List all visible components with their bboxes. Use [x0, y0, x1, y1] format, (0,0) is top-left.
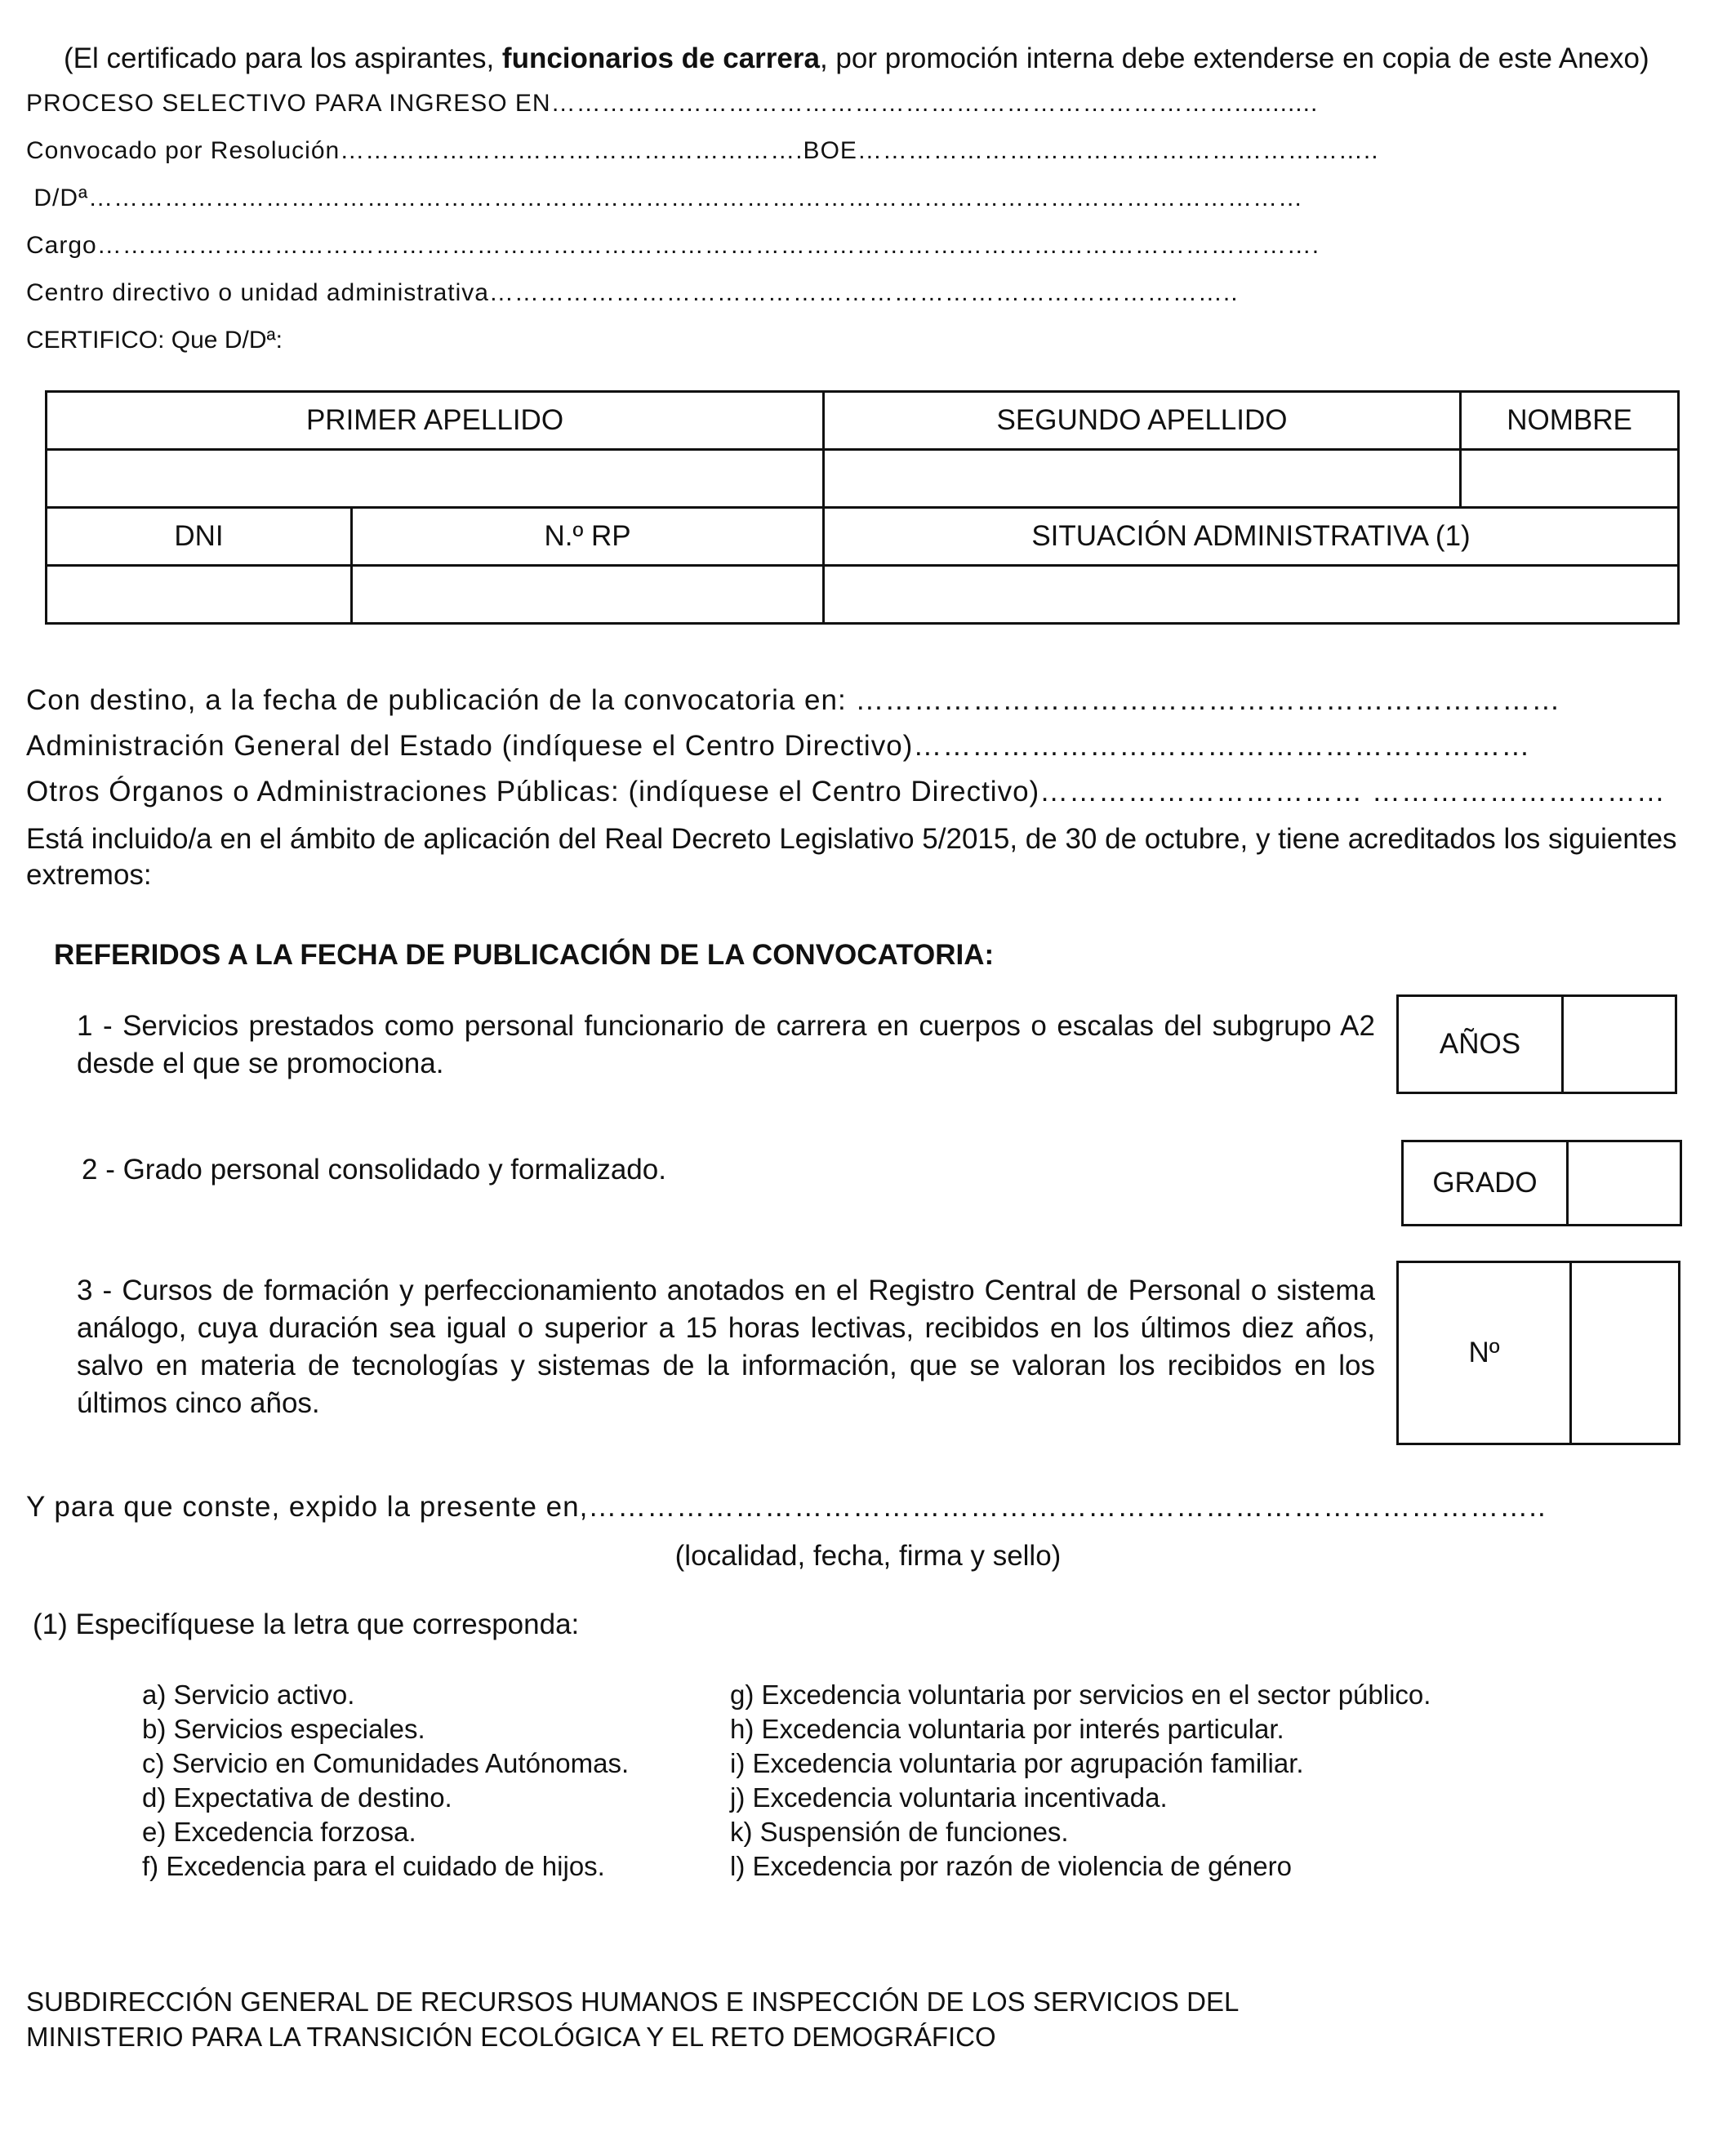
- numero-label: Nº: [1399, 1263, 1572, 1443]
- age-line: Administración General del Estado (indíquese el Centro Directivo)………………………………………………………: [26, 730, 1531, 762]
- numero-value-field[interactable]: [1572, 1263, 1678, 1443]
- header-segundo-apellido: SEGUNDO APELLIDO: [824, 392, 1461, 450]
- con-destino-line: Con destino, a la fecha de publicación de la convocatoria en: ………………………………………………………………: [26, 684, 1561, 716]
- header-nrp: N.º RP: [352, 508, 824, 566]
- header-primer-apellido: PRIMER APELLIDO: [47, 392, 824, 450]
- legend-item: f) Excedencia para el cuidado de hijos.: [142, 1851, 605, 1881]
- intro-bold: funcionarios de carrera: [501, 42, 820, 74]
- dd-line: D/Dª………………………………………………………………………………………………………………………………: [26, 185, 1304, 211]
- header-dni: DNI: [47, 508, 352, 566]
- field-segundo-apellido[interactable]: [824, 450, 1461, 508]
- legend-item: k) Suspensión de funciones.: [730, 1817, 1069, 1847]
- footer-issuer: [26, 1984, 1239, 2054]
- otros-organos-line: Otros Órganos o Administraciones Públicas: (indíquese el Centro Directivo)…………………………… …………………………: [26, 776, 1666, 808]
- proceso-selectivo-line: PROCESO SELECTIVO PARA INGRESO EN………………………………………………………………………...........: [26, 90, 1319, 117]
- certifico-line: CERTIFICO: Que D/Dª:: [26, 327, 283, 354]
- centro-directivo-line: Centro directivo o unidad administrativa……………………………………………………………………………..: [26, 279, 1239, 306]
- intro-note: (El certificado para los aspirantes, funcionarios de carrera, por promoción interna debe extenderse en copia de este Anexo): [64, 42, 1649, 74]
- grado-value-field[interactable]: [1569, 1142, 1680, 1224]
- field-nombre[interactable]: [1461, 450, 1679, 508]
- grado-label: GRADO: [1404, 1142, 1569, 1224]
- item-cursos-formacion: 3 - Cursos de formación y perfeccionamiento anotados en el Registro Central de Personal o sistema análogo, cuya duración sea igual o superior a 15 horas lectivas, recibidos en los últimos diez años, salvo en materia de tecnologías y sistemas de la información, que se valoran los recibidos en los últimos cinco años.: [77, 1275, 1375, 1419]
- legend-item: c) Servicio en Comunidades Autónomas.: [142, 1748, 630, 1778]
- grado-box: [1401, 1140, 1682, 1226]
- footer-line: SUBDIRECCIÓN GENERAL DE RECURSOS HUMANOS E INSPECCIÓN DE LOS SERVICIOS DEL: [26, 1987, 1240, 2017]
- anos-label: AÑOS: [1399, 997, 1564, 1092]
- personal-data-table: [45, 390, 1680, 625]
- footer-line: MINISTERIO PARA LA TRANSICIÓN ECOLÓGICA Y EL RETO DEMOGRÁFICO: [26, 2022, 996, 2052]
- anos-box: [1396, 994, 1677, 1094]
- legend-item: d) Expectativa de destino.: [142, 1782, 452, 1813]
- incluido-paragraph: Está incluido/a en el ámbito de aplicación del Real Decreto Legislativo 5/2015, de 30 de octubre, y tiene acreditados los siguientes extremos:: [26, 823, 1677, 891]
- legend-item: h) Excedencia voluntaria por interés particular.: [730, 1714, 1284, 1744]
- legend-item: g) Excedencia voluntaria por servicios en el sector público.: [730, 1680, 1431, 1710]
- legend-left-column: [142, 1678, 629, 1884]
- anos-value-field[interactable]: [1564, 997, 1675, 1092]
- legend-item: a) Servicio activo.: [142, 1680, 355, 1710]
- conste-line: Y para que conste, expido la presente en,……………………………………………………………………………………..: [26, 1491, 1547, 1523]
- numero-box: [1396, 1261, 1680, 1445]
- header-nombre: NOMBRE: [1461, 392, 1679, 450]
- field-primer-apellido[interactable]: [47, 450, 824, 508]
- legend-item: j) Excedencia voluntaria incentivada.: [730, 1782, 1168, 1813]
- convocado-line: Convocado por Resolución……………………………………………….BOE……………………………………………………..: [26, 137, 1379, 164]
- item-grado-personal: 2 - Grado personal consolidado y formalizado.: [82, 1154, 666, 1186]
- legend-item: b) Servicios especiales.: [142, 1714, 425, 1744]
- section-heading: REFERIDOS A LA FECHA DE PUBLICACIÓN DE LA CONVOCATORIA:: [54, 939, 995, 971]
- item-servicios-prestados: 1 - Servicios prestados como personal funcionario de carrera en cuerpos o escalas del subgrupo A2 desde el que se promociona.: [77, 1010, 1375, 1079]
- cargo-line: Cargo……………………………………………………………………………………………………………………………….: [26, 232, 1320, 259]
- conste-note: (localidad, fecha, firma y sello): [674, 1540, 1062, 1572]
- field-situacion-administrativa[interactable]: [824, 566, 1679, 624]
- legend-item: i) Excedencia voluntaria por agrupación familiar.: [730, 1748, 1304, 1778]
- legend-item: e) Excedencia forzosa.: [142, 1817, 416, 1847]
- note-title: (1) Especifíquese la letra que corresponda:: [33, 1608, 580, 1640]
- field-dni[interactable]: [47, 566, 352, 624]
- legend-item: l) Excedencia por razón de violencia de género: [730, 1851, 1292, 1881]
- legend-right-column: [730, 1678, 1431, 1884]
- header-situacion-administrativa: SITUACIÓN ADMINISTRATIVA (1): [824, 508, 1679, 566]
- field-nrp[interactable]: [352, 566, 824, 624]
